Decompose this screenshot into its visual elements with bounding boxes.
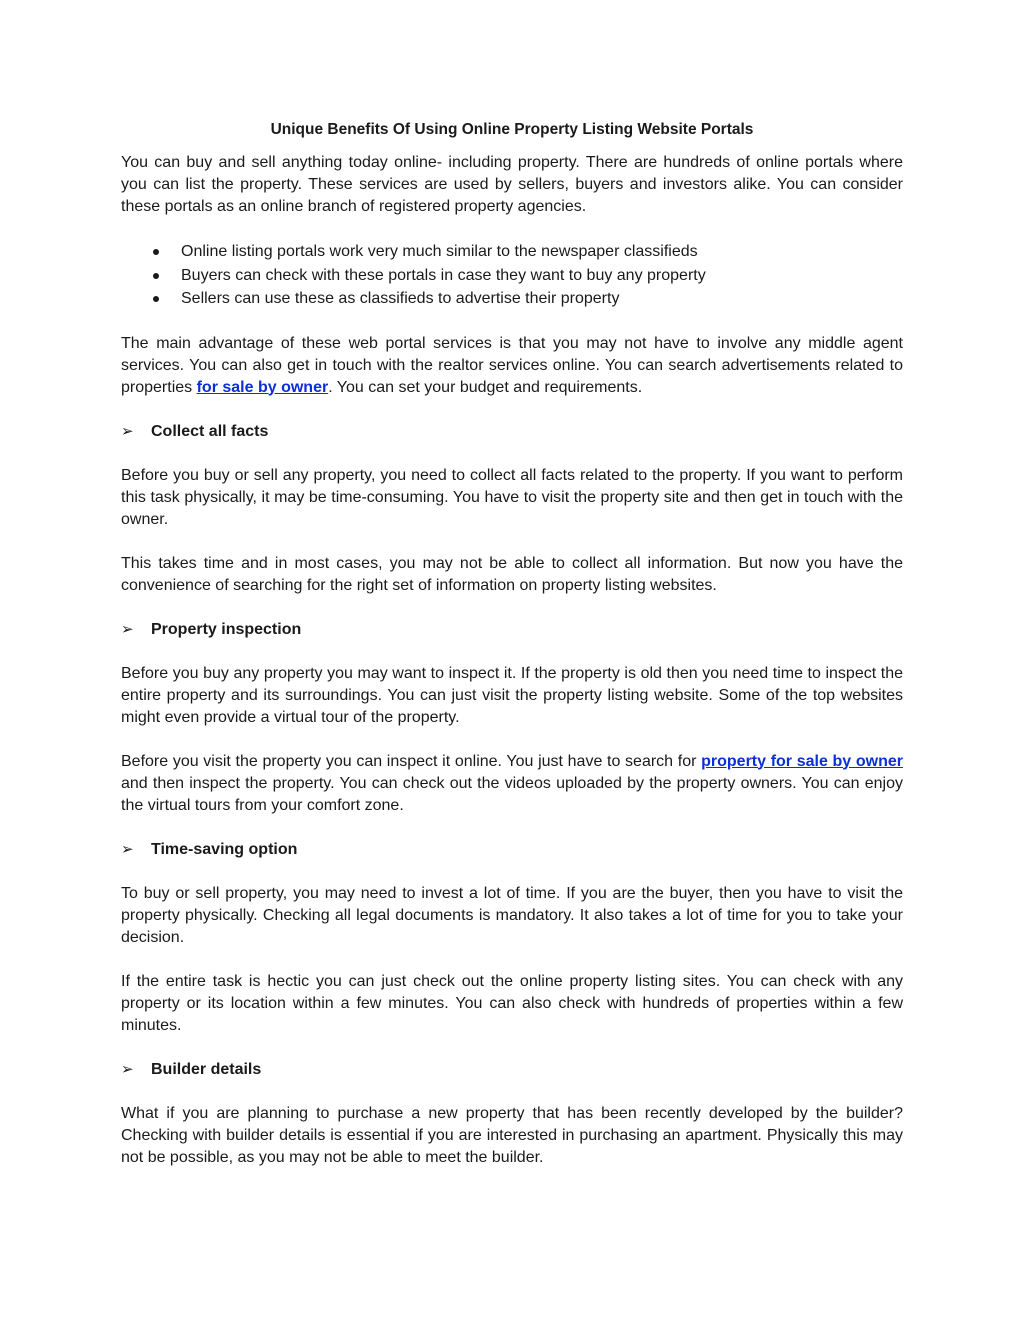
facts-paragraph-1: Before you buy or sell any property, you need to collect all facts related to the property. If you want to perform this task physically, it may be time-consuming. You have to visit the property site and then get in touch with the owner. <box>121 466 903 528</box>
section-heading-time-saving <box>121 839 903 861</box>
inspection-paragraph-1: Before you buy any property you may want to inspect it. If the property is old then you need time to inspect the entire property and its surroundings. You can just visit the property listing website. Some of the top websites might even provide a virtual tour of the property. <box>121 664 903 726</box>
arrow-bullet-icon: ➢ <box>121 840 134 858</box>
list-item-text: Sellers can use these as classifieds to advertise their property <box>181 290 620 307</box>
section-heading-text: Property inspection <box>151 620 302 638</box>
section-heading-builder-details <box>121 1059 903 1081</box>
intro-paragraph: You can buy and sell anything today online- including property. There are hundreds of online portals where you can list the property. These services are used by sellers, buyers and investors alike. You can consider these portals as an online branch of registered property agencies. <box>121 154 903 215</box>
bullet-icon <box>153 249 159 255</box>
arrow-bullet-icon: ➢ <box>121 1060 134 1078</box>
list-item <box>121 287 903 311</box>
builder-paragraph-1: What if you are planning to purchase a new property that has been recently developed by the builder? Checking with builder details is essential if you are interested in purchasing an apartment. Physically this may not be possible, as you may not be able to meet the builder. <box>121 1104 903 1166</box>
benefits-list <box>121 240 903 311</box>
inspection-text-end: and then inspect the property. You can check out the videos uploaded by the property owners. You can enjoy the virtual tours from your comfort zone. <box>121 774 903 814</box>
section-heading-text: Builder details <box>151 1060 262 1078</box>
property-for-sale-by-owner-link[interactable]: property for sale by owner <box>701 752 904 770</box>
for-sale-by-owner-link[interactable]: for sale by owner <box>196 378 329 396</box>
arrow-bullet-icon: ➢ <box>121 422 134 440</box>
bullet-icon <box>153 273 159 279</box>
inspection-text-start: Before you visit the property you can inspect it online. You just have to search for <box>121 752 702 770</box>
facts-paragraph-2: This takes time and in most cases, you may not be able to collect all information. But now you have the convenience of searching for the right set of information on property listing websites. <box>121 554 903 594</box>
time-paragraph-2: If the entire task is hectic you can just check out the online property listing sites. You can check with any property or its location within a few minutes. You can also check with hundreds of properties within a few minutes. <box>121 972 903 1034</box>
section-heading-text: Time-saving option <box>151 840 298 858</box>
bullet-icon <box>153 296 159 302</box>
time-paragraph-1: To buy or sell property, you may need to invest a lot of time. If you are the buyer, then you have to visit the property physically. Checking all legal documents is mandatory. It also takes a lot of time for you to take your decision. <box>121 884 903 946</box>
section-heading-text: Collect all facts <box>151 422 269 440</box>
arrow-bullet-icon: ➢ <box>121 620 134 638</box>
list-item <box>121 240 903 264</box>
advantage-text-start: The main advantage of these web portal services is that you may not have to involve any middle agent services. You can also get in touch with the realtor services online. You can search advertisements related to properties <box>121 334 903 396</box>
advantage-paragraph <box>121 333 903 399</box>
advantage-text-end: . You can set your budget and requirements. <box>328 378 643 396</box>
document-title: Unique Benefits Of Using Online Property Listing Website Portals <box>270 121 754 138</box>
list-item-text: Buyers can check with these portals in case they want to buy any property <box>181 266 706 284</box>
section-heading-collect-facts <box>121 421 903 443</box>
section-heading-property-inspection <box>121 619 903 641</box>
inspection-paragraph-2 <box>121 751 903 817</box>
list-item <box>121 264 903 288</box>
document-body <box>121 118 903 1191</box>
list-item-text: Online listing portals work very much similar to the newspaper classifieds <box>181 243 698 260</box>
